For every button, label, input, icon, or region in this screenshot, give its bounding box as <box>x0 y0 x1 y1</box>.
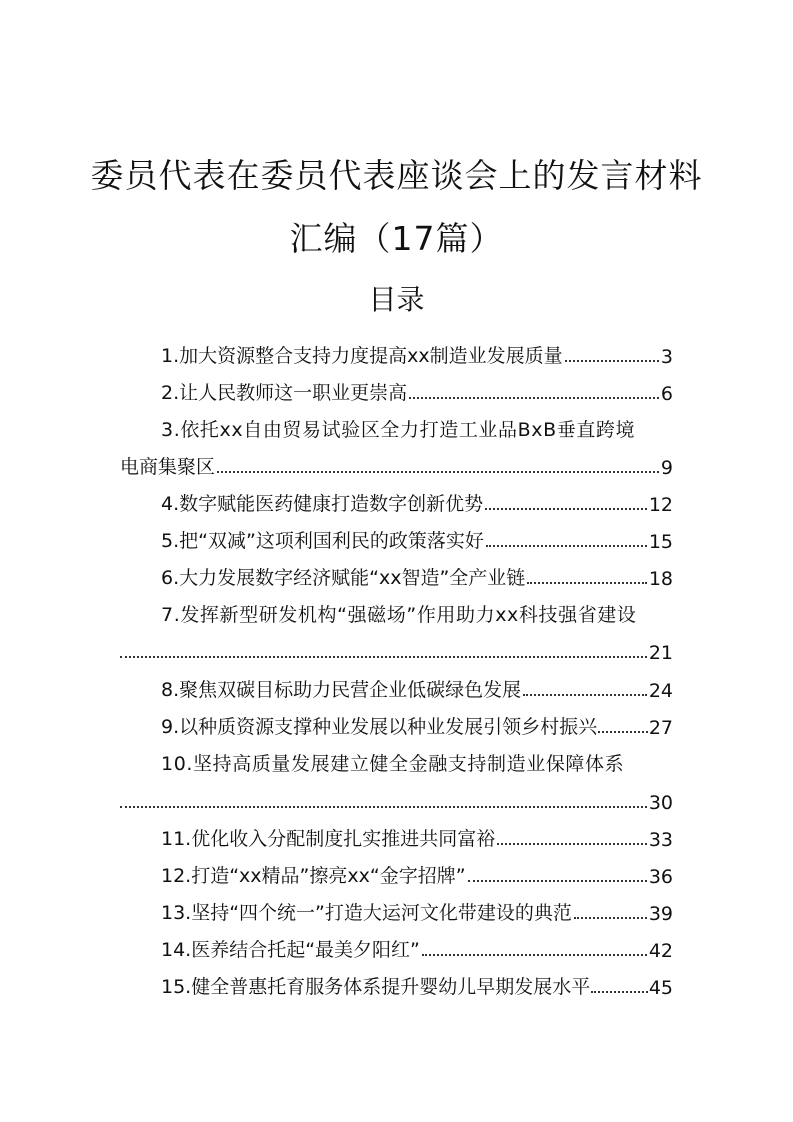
toc-entry[interactable] <box>161 517 673 553</box>
toc-leader-dots <box>527 568 647 584</box>
toc-entry-title: 5.把“双减”这项利国利民的政策落实好 <box>161 530 484 552</box>
document-title-line1: 委员代表在委员代表座谈会上的发言材料 <box>90 156 703 195</box>
toc-entry-page: 33 <box>648 829 673 851</box>
toc-entry-page: 21 <box>648 642 673 664</box>
toc-entry-first-line[interactable] <box>161 591 673 627</box>
toc-entry-title: 6.大力发展数字经济赋能“xx智造”全产业链 <box>161 567 526 589</box>
toc-entry-title: 1.加大资源整合支持力度提高xx制造业发展质量 <box>161 345 563 367</box>
toc-entry-page: 45 <box>648 977 673 999</box>
toc-entry-title: 15.健全普惠托育服务体系提升婴幼儿早期发展水平 <box>161 976 591 998</box>
toc-leader-dots <box>565 346 659 362</box>
toc-entry-title: 12.打造“xx精品”擦亮xx“金字招牌” <box>161 865 466 887</box>
toc-leader-dots <box>120 792 647 808</box>
toc-entry[interactable] <box>161 369 673 405</box>
toc-entry-page: 18 <box>648 568 673 590</box>
toc-entry-page: 27 <box>648 717 673 739</box>
toc-leader-dots <box>217 457 659 473</box>
toc-entry[interactable] <box>120 778 673 814</box>
toc-entry-page: 6 <box>660 383 673 405</box>
toc-entry-title: 8.聚焦双碳目标助力民营企业低碳绿色发展 <box>161 679 522 701</box>
toc-entry-first-line[interactable] <box>161 740 673 776</box>
toc-entry[interactable] <box>161 666 673 702</box>
toc-entry-page: 36 <box>648 866 673 888</box>
toc-leader-dots <box>422 940 647 956</box>
toc-entry-page: 15 <box>648 531 673 553</box>
toc-entry-first-line[interactable] <box>161 406 673 442</box>
toc-entry[interactable] <box>161 852 673 888</box>
toc-leader-dots <box>486 531 647 547</box>
toc-entry-title: 4.数字赋能医药健康打造数字创新优势 <box>161 493 484 515</box>
toc-entry-title: 11.优化收入分配制度扎实推进共同富裕 <box>161 828 496 850</box>
toc-leader-dots <box>485 494 647 510</box>
toc-entry-title-continued: 电商集聚区 <box>120 456 216 478</box>
toc-leader-dots <box>497 829 647 845</box>
toc-entry[interactable] <box>161 815 673 851</box>
toc-entry-title: 10.坚持高质量发展建立健全金融支持制造业保障体系 <box>161 753 625 775</box>
toc-entry[interactable] <box>161 480 673 516</box>
toc-heading: 目录 <box>368 283 425 316</box>
toc-entry-page: 3 <box>660 346 673 368</box>
toc-entry-title: 13.坚持“四个统一”打造大运河文化带建设的典范 <box>161 902 572 924</box>
document-title-line2: 汇编（17篇） <box>289 219 504 258</box>
toc-entry-title: 3.依托xx自由贸易试验区全力打造工业品BxB垂直跨境 <box>161 419 636 441</box>
toc-entry[interactable] <box>161 703 673 739</box>
toc-leader-dots <box>409 383 659 399</box>
toc-entry[interactable] <box>120 628 673 664</box>
toc-leader-dots <box>598 717 648 733</box>
toc-entry-page: 24 <box>648 680 673 702</box>
toc-entry[interactable] <box>161 926 673 962</box>
toc-entry[interactable] <box>161 554 673 590</box>
toc-entry-title: 9.以种质资源支撑种业发展以种业发展引领乡村振兴 <box>161 716 598 738</box>
toc-leader-dots <box>523 680 647 696</box>
toc-leader-dots <box>120 642 647 658</box>
toc-entry[interactable] <box>161 963 673 999</box>
toc-entry[interactable] <box>120 443 673 479</box>
toc-entry-page: 39 <box>648 903 673 925</box>
toc-entry-page: 30 <box>648 792 673 814</box>
toc-entry[interactable] <box>161 332 673 368</box>
toc-entry-page: 9 <box>660 457 673 479</box>
toc-entry-page: 42 <box>648 940 673 962</box>
toc-entry-title: 14.医养结合托起“最美夕阳红” <box>161 939 420 961</box>
toc-entry-title: 7.发挥新型研发机构“强磁场”作用助力xx科技强省建设 <box>161 604 637 626</box>
toc-leader-dots <box>591 977 648 993</box>
toc-leader-dots <box>574 903 647 919</box>
toc-entry-page: 12 <box>648 494 673 516</box>
toc-leader-dots <box>468 866 647 882</box>
toc-entry-title: 2.让人民教师这一职业更崇高 <box>161 382 408 404</box>
toc-entry[interactable] <box>161 889 673 925</box>
